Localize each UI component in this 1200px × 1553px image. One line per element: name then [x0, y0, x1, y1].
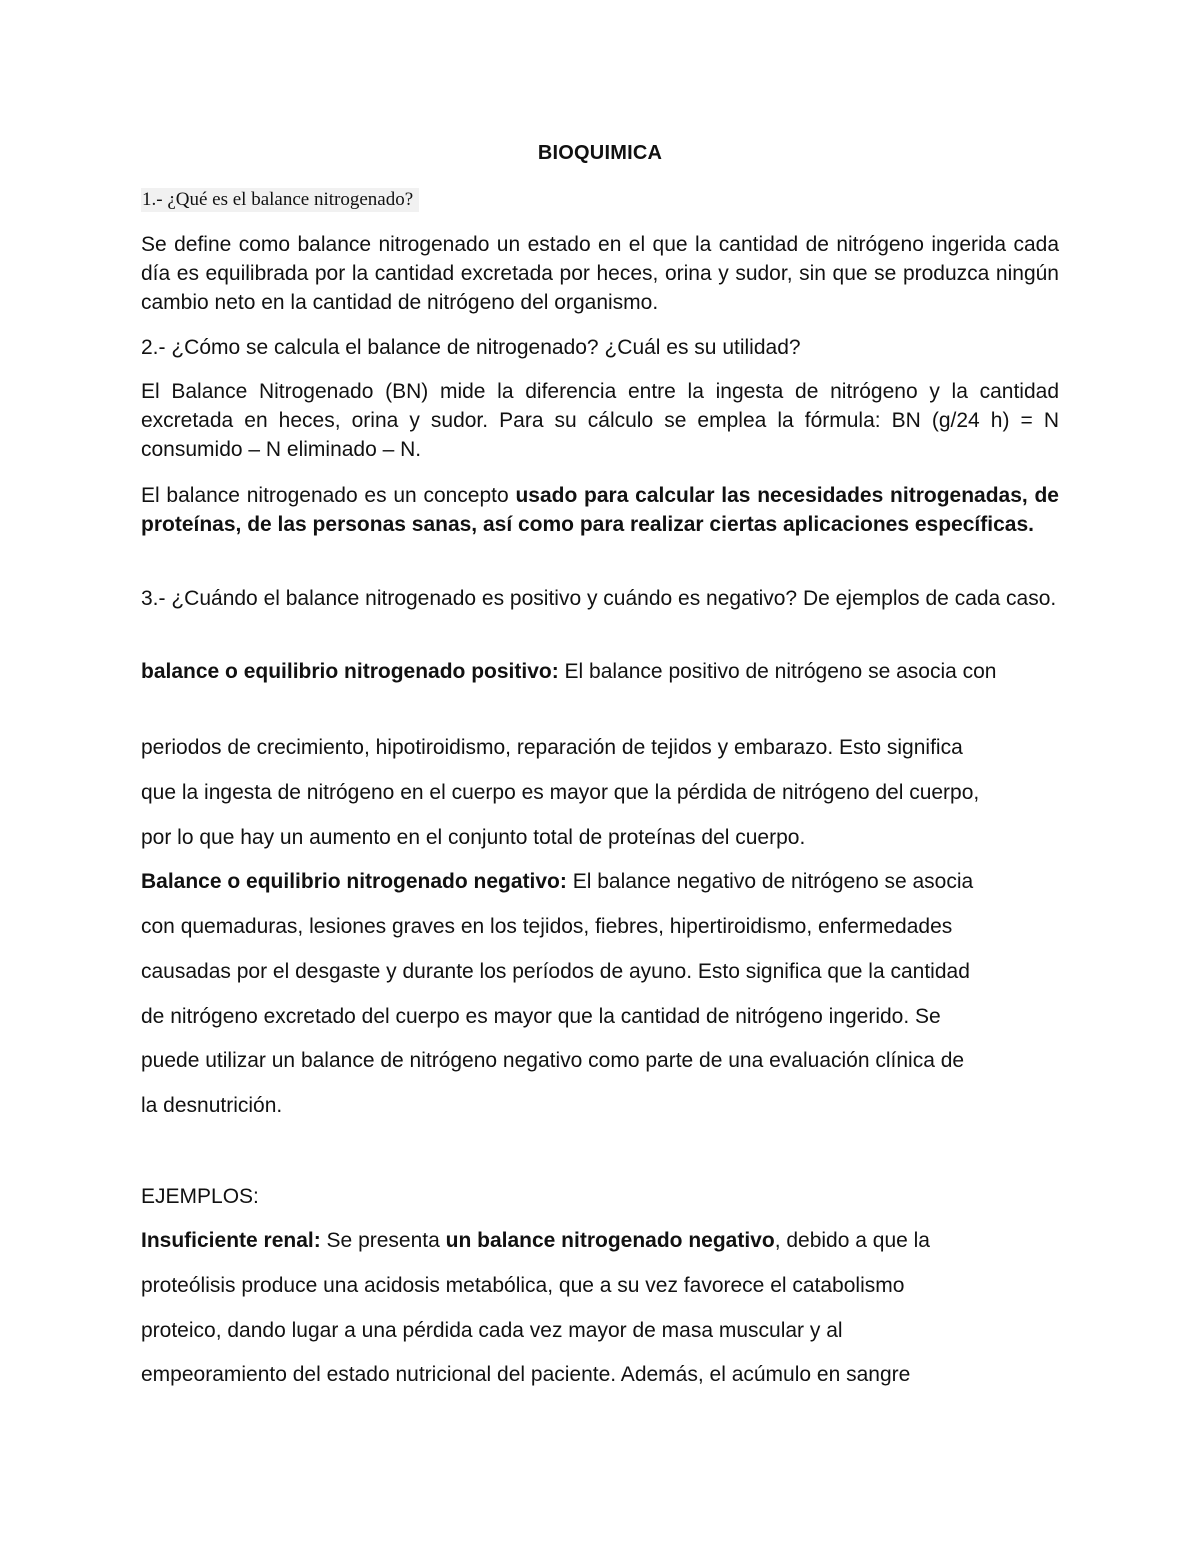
- renal-example-text-a: Se presenta: [320, 1229, 446, 1252]
- question-2: 2.- ¿Cómo se calcula el balance de nitrogenado? ¿Cuál es su utilidad?: [141, 336, 801, 359]
- usefulness-intro: El balance nitrogenado es un concepto: [141, 484, 516, 507]
- negative-balance-line-1: con quemaduras, lesiones graves en los tejidos, fiebres, hipertiroidismo, enfermedades: [141, 915, 953, 938]
- negative-balance-line-3: de nitrógeno excretado del cuerpo es mayor que la cantidad de nitrógeno ingerido. Se: [141, 1005, 941, 1028]
- renal-example-line-3: empeoramiento del estado nutricional del paciente. Además, el acúmulo en sangre: [141, 1363, 911, 1386]
- renal-example-label: Insuficiente renal:: [141, 1229, 321, 1252]
- usefulness-bold: usado para calcular las necesidades nitrogenadas, de proteínas, de las personas sanas, así como para realizar ciertas aplicaciones específicas.: [141, 484, 1059, 536]
- negative-balance-line-4: puede utilizar un balance de nitrógeno negativo como parte de una evaluación clínica de: [141, 1049, 965, 1072]
- negative-balance-intro: El balance negativo de nitrógeno se asocia: [566, 870, 974, 893]
- answer-2-usefulness-paragraph: [141, 481, 1059, 539]
- document-title: BIOQUIMICA: [537, 142, 663, 164]
- negative-balance-label: Balance o equilibrio nitrogenado negativo:: [141, 870, 567, 893]
- question-3: 3.- ¿Cuándo el balance nitrogenado es positivo y cuándo es negativo? De ejemplos de cada caso.: [141, 587, 1057, 610]
- renal-example-paragraph: [141, 1226, 1059, 1255]
- negative-balance-line-2: causadas por el desgaste y durante los períodos de ayuno. Esto significa que la cantidad: [141, 960, 970, 983]
- positive-balance-paragraph: [141, 657, 1059, 686]
- positive-balance-line-1: periodos de crecimiento, hipotiroidismo, reparación de tejidos y embarazo. Esto significa: [141, 736, 963, 759]
- renal-example-line-2: proteico, dando lugar a una pérdida cada vez mayor de masa muscular y al: [141, 1319, 843, 1342]
- renal-example-bold: un balance nitrogenado negativo: [445, 1229, 775, 1252]
- negative-balance-line-5: la desnutrición.: [141, 1094, 283, 1117]
- positive-balance-label: balance o equilibrio nitrogenado positivo:: [141, 660, 559, 683]
- renal-example-line-1: proteólisis produce una acidosis metabólica, que a su vez favorece el catabolismo: [141, 1274, 905, 1297]
- positive-balance-line-3: por lo que hay un aumento en el conjunto total de proteínas del cuerpo.: [141, 826, 806, 849]
- question-1: 1.- ¿Qué es el balance nitrogenado?: [141, 188, 419, 212]
- positive-balance-line-2: que la ingesta de nitrógeno en el cuerpo es mayor que la pérdida de nitrógeno del cuerpo,: [141, 781, 980, 804]
- renal-example-text-c: , debido a que la: [774, 1229, 930, 1252]
- answer-2-paragraph: El Balance Nitrogenado (BN) mide la diferencia entre la ingesta de nitrógeno y la cantidad excretada en heces, orina y sudor. Para su cálculo se emplea la fórmula: BN (g/24 h) = N consumido – N eliminado – N.: [141, 380, 1059, 461]
- examples-heading: EJEMPLOS:: [141, 1185, 259, 1208]
- answer-1-paragraph: Se define como balance nitrogenado un estado en el que la cantidad de nitrógeno ingerida cada día es equilibrada por la cantidad excretada por heces, orina y sudor, sin que se produzca ningún cambio neto en la cantidad de nitrógeno del organismo.: [141, 233, 1059, 314]
- negative-balance-paragraph: [141, 867, 1059, 896]
- positive-balance-intro: El balance positivo de nitrógeno se asocia con: [558, 660, 997, 683]
